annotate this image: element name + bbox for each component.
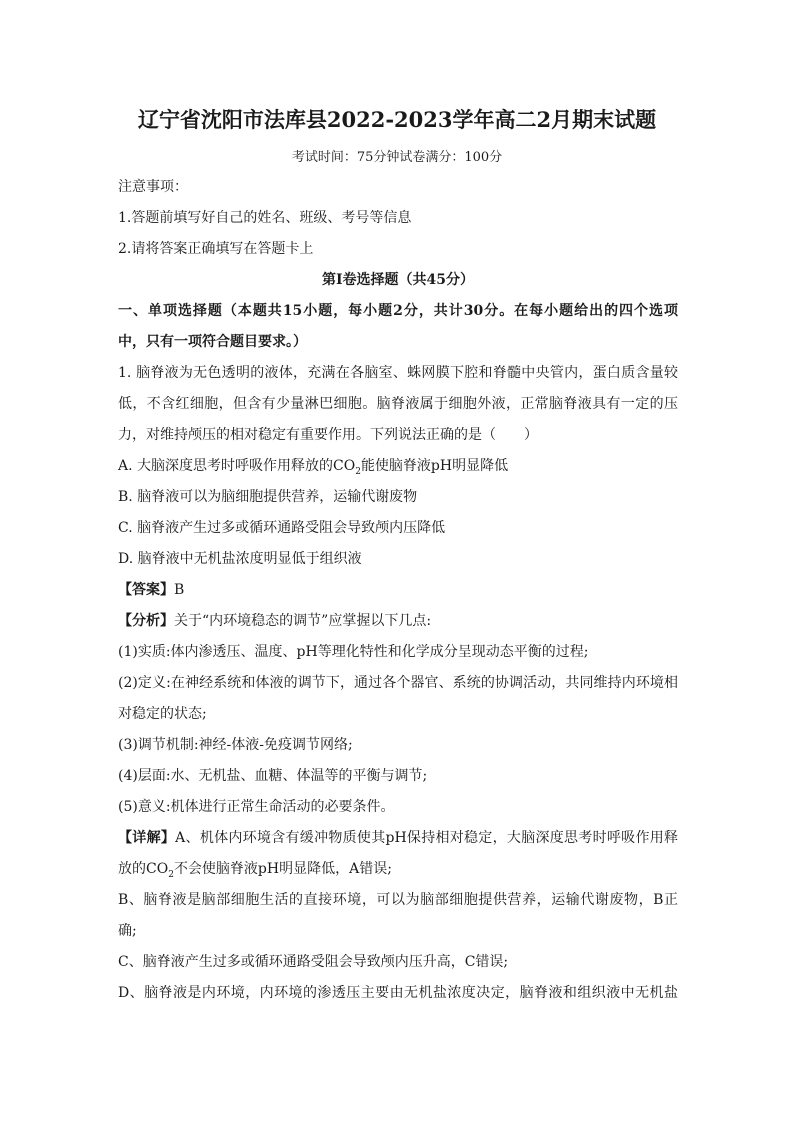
section-instruction-line-1: 一、单项选择题（本题共15小题，每小题2分，共计30分。在每小题给出的四个选项 [118,303,678,319]
notice-heading: 注意事项： [118,179,188,195]
detail-a-line-2-text: 放的CO [118,861,169,877]
page-title: 辽宁省沈阳市法库县2022-2023学年高二2月期末试题 [137,107,657,132]
question-stem-line-1: 1. 脑脊液为无色透明的液体，充满在各脑室、蛛网膜下腔和脊髓中央管内，蛋白质含量较 [118,365,678,381]
analysis-point-5: (5)意义:机体进行正常生命活动的必要条件。 [118,799,395,815]
notice-item-2: 2.请将答案正确填写在答题卡上 [118,241,314,257]
option-a-subscript: 2 [355,466,361,477]
answer-label: 【答案】 [118,582,174,598]
detail-b-line-2: 确; [118,923,137,939]
section-title: 第Ⅰ卷选择题（共45分） [321,272,475,288]
analysis-point-2-line-2: 对稳定的状态; [118,706,207,722]
detail-label: 【详解】 [118,830,176,846]
option-a-text-end: 能使脑脊液pH明显降低 [360,458,509,474]
detail-a-subscript: 2 [168,869,174,880]
detail-c-line: C、脑脊液产生过多或循环通路受阻会导致颅内压升高，C错误; [118,954,509,970]
analysis-point-2-line-1: (2)定义:在神经系统和体液的调节下，通过各个器官、系统的协调活动，共同维持内环境相 [118,675,678,691]
detail-a-line-2 [118,854,678,885]
question-stem-line-3: 力，对维持颅压的相对稳定有重要作用。下列说法正确的是（ ） [118,427,538,443]
answer-line [118,575,678,606]
analysis-point-1: (1)实质:体内渗透压、温度、pH等理化特性和化学成分呈现动态平衡的过程; [118,644,589,660]
detail-a-text: A、机体内环境含有缓冲物质使其pH保持相对稳定，大脑深度思考时呼吸作用释 [175,830,679,846]
section-instruction-line-2: 中，只有一项符合题目要求。） [118,334,307,350]
exam-info: 考试时间：75分钟试卷满分：100分 [291,150,503,165]
option-a-text: A. 大脑深度思考时呼吸作用释放的CO [118,458,356,474]
analysis-label: 【分析】 [118,613,174,629]
notice-item-1: 1.答题前填写好自己的姓名、班级、考号等信息 [118,210,412,226]
detail-a-line-2-end: 不会使脑脊液pH明显降低，A错误; [173,861,392,877]
answer-value: B [174,582,185,598]
analysis-intro-line [118,606,678,637]
option-d: D. 脑脊液中无机盐浓度明显低于组织液 [118,551,362,567]
document-body [118,172,678,1009]
analysis-intro: 关于“内环境稳态的调节”应掌握以下几点: [174,613,432,629]
option-c: C. 脑脊液产生过多或循环通路受阻会导致颅内压降低 [118,520,446,536]
analysis-point-4: (4)层面:水、无机盐、血糖、体温等的平衡与调节; [118,768,428,784]
analysis-point-3: (3)调节机制:神经-体液-免疫调节网络; [118,737,353,753]
option-a [118,451,678,482]
option-b: B. 脑脊液可以为脑细胞提供营养，运输代谢废物 [118,489,418,505]
detail-b-line-1: B、脑脊液是脑部细胞生活的直接环境，可以为脑部细胞提供营养，运输代谢废物，B正 [118,892,678,908]
detail-a-line-1 [118,823,678,854]
question-stem-line-2: 低，不含红细胞，但含有少量淋巴细胞。脑脊液属于细胞外液，正常脑脊液具有一定的压 [118,396,678,412]
detail-d-line-1: D、脑脊液是内环境，内环境的渗透压主要由无机盐浓度决定，脑脊液和组织液中无机盐 [118,985,678,1001]
